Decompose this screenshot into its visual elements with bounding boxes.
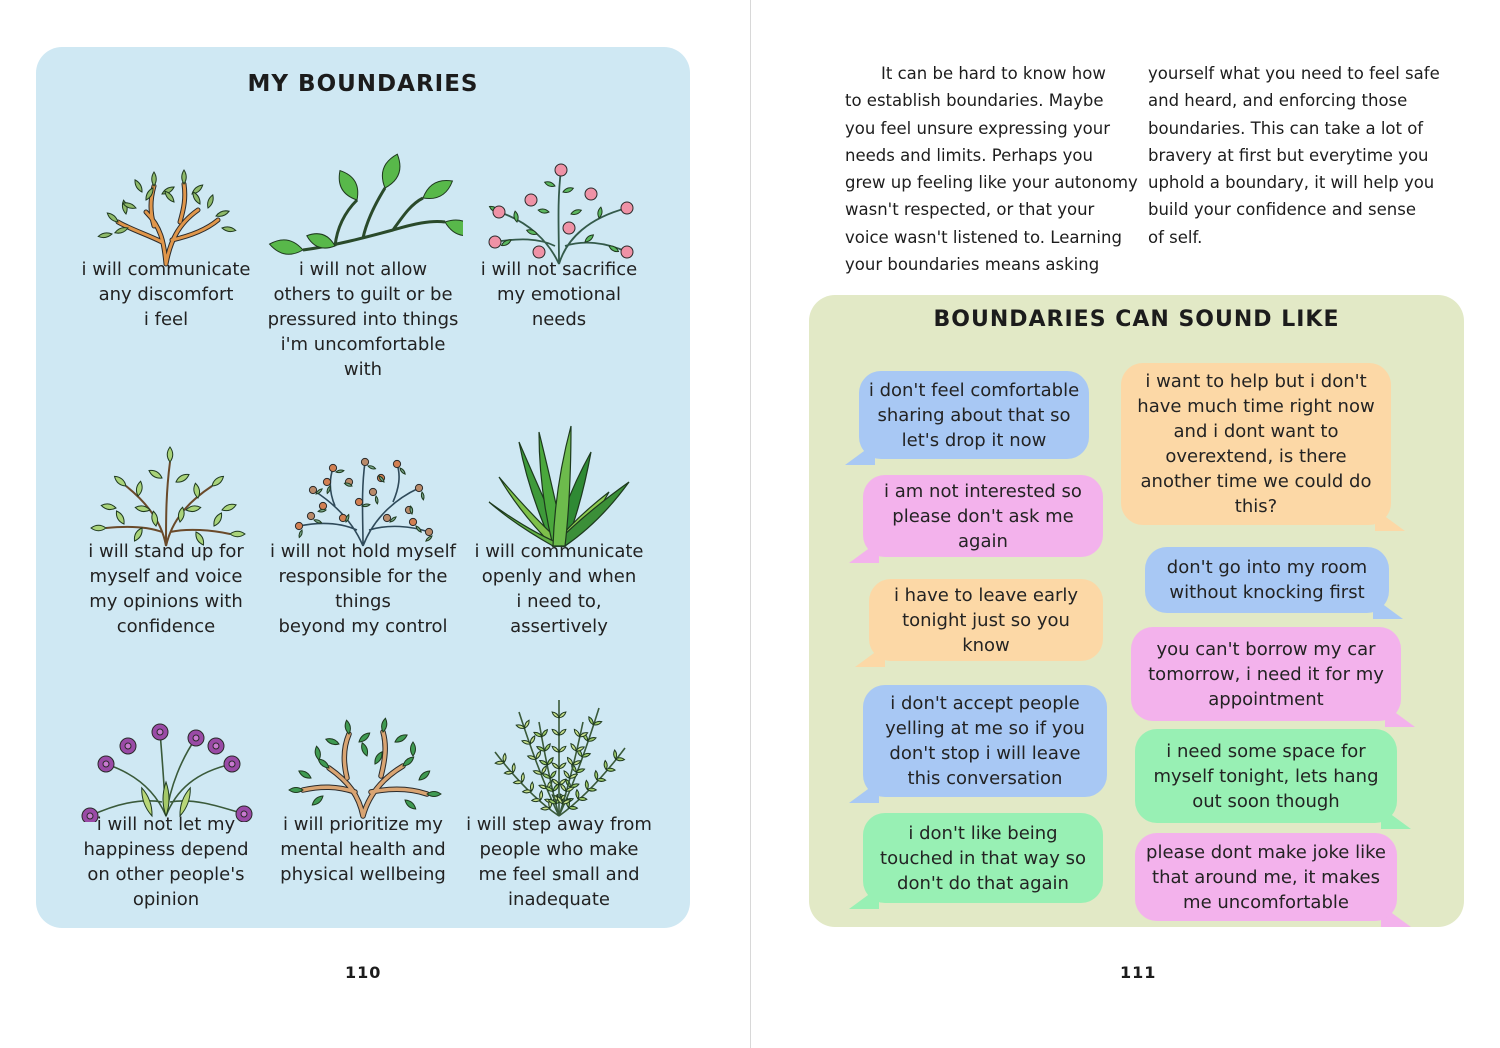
speech-bubble-line: appointment [1208,688,1324,710]
right-page [751,0,1500,1048]
purple-flower-plant-icon [66,692,266,822]
boundary-item-text [459,257,659,332]
speech-bubble-text [884,479,1082,554]
my-boundaries-title: MY BOUNDARIES [247,71,479,97]
boundaries-sound-like-card [809,295,1464,927]
intro-line: grew up feeling like your autonomy [845,173,1138,193]
speech-bubble-line: this? [1234,496,1278,517]
speech-bubble-line: i don't accept people [890,693,1080,714]
speech-bubble-line: let's drop it now [901,429,1047,451]
intro-line: yourself what you need to feel safe [1148,64,1440,83]
speech-bubble-line: know [962,634,1010,656]
boundary-item-text [66,257,266,332]
speech-bubble-body [863,685,1107,797]
intro-line: uphold a boundary, it will help you [1148,173,1435,193]
speech-bubble [869,579,1103,661]
speech-bubble [1135,729,1397,823]
speech-bubble-text [1167,555,1367,605]
intro-line: your boundaries means asking [845,255,1100,275]
boundary-item-text [263,257,463,382]
speech-bubble-body [1131,627,1401,721]
speech-bubble-line: you can't borrow my car [1156,638,1376,660]
speech-bubble-line: don't do that again [897,872,1069,894]
speech-bubble [863,685,1107,797]
speech-bubble [859,371,1089,459]
speech-bubble [1121,363,1391,525]
speech-bubble-line: i want to help but i don't [1145,371,1367,392]
intro-line: wasn't respected, or that your [845,200,1095,220]
intro-line: boundaries. This can take a lot of [1148,118,1424,138]
speech-bubble-line: i am not interested so [884,480,1082,502]
boundary-item-line: i will step away from [466,814,652,835]
light-green-bush-icon [66,422,266,552]
grass-leaves-icon [459,422,659,552]
speech-bubble [1145,547,1389,613]
speech-bubble-line: don't go into my room [1166,557,1368,578]
large-leaf-branch-icon [263,142,463,272]
speech-bubble-body [859,371,1089,459]
speech-bubble-line: i need some space for [1166,740,1366,762]
intro-line: It can be hard to know how [881,64,1106,83]
intro-paragraph-col1 [845,60,1138,278]
speech-bubble-text [1146,840,1386,915]
speech-bubble-line: overextend, is there [1165,446,1347,467]
boundary-item-line: opinion [132,889,200,910]
page-number-right: 111 [1120,963,1157,982]
page-number-left: 110 [345,963,382,982]
speech-bubble-line: myself tonight, lets hang [1153,765,1379,787]
speech-bubble-text [894,583,1078,658]
speech-bubble-body [869,579,1103,661]
boundary-item-line: i will stand up for [88,541,244,562]
intro-line: to establish boundaries. Maybe [845,91,1104,111]
speech-bubble [863,475,1103,557]
speech-bubble-text [1148,637,1384,712]
speech-bubble-line: please dont make joke like [1146,841,1386,863]
boundary-item-line: people who make [479,839,639,860]
speech-bubble-body [1145,547,1389,613]
boundary-item-text [263,812,463,887]
boundary-item-line: needs [531,309,587,330]
orange-branch-shrub-icon [66,142,266,272]
boundary-item-line: happiness depend [83,839,249,860]
boundary-item-line: i will not let my [96,814,236,835]
speech-bubble-line: without knocking first [1169,582,1365,603]
speech-bubble-line: that around me, it makes [1152,866,1380,888]
boundaries-sound-like-title: BOUNDARIES CAN SOUND LIKE [933,307,1340,332]
boundary-item-line: with [343,359,383,380]
speech-bubble-line: please don't ask me [892,505,1074,527]
boundary-item-line: others to guilt or be [273,284,453,305]
speech-bubble-line: yelling at me so if you [885,718,1085,739]
boundary-item-text [263,539,463,639]
boundary-item-text [66,539,266,639]
boundary-item-text [459,812,659,912]
speech-bubble-line: another time we could do [1140,471,1372,492]
speech-bubble-line: touched in that way so [880,847,1086,869]
boundary-item-line: my emotional [496,284,622,305]
speech-bubble-body [863,475,1103,557]
boundary-item-line: i will communicate [81,259,251,280]
intro-line: and heard, and enforcing those [1148,91,1408,111]
boundary-item-line: i will communicate [474,541,644,562]
boundary-item-line: assertively [510,616,608,637]
speech-bubble [863,813,1103,903]
speech-bubble-line: i don't feel comfortable [868,379,1080,401]
boundary-item-line: i need to, [516,591,602,612]
speech-bubble-line: don't stop i will leave [889,743,1081,764]
boundary-item-line: inadequate [508,889,610,910]
speech-bubble-line: and i dont want to [1173,421,1339,442]
leafy-tree-shrub-icon [263,692,463,822]
boundary-item-line: things [335,591,391,612]
speech-bubble-line: sharing about that so [877,404,1071,426]
boundary-item-line: i will not hold myself [270,541,456,562]
speech-bubble-line: i have to leave early [893,584,1079,606]
boundary-item-line: mental health and [280,839,446,860]
intro-line: bravery at first but everytime you [1148,145,1429,165]
boundary-item-line: any discomfort [98,284,234,305]
speech-bubble-body [1121,363,1391,525]
speech-bubble-line: tomorrow, i need it for my [1148,663,1384,685]
intro-paragraph-col2 [1148,60,1448,251]
speech-bubble-line: i don't like being [908,822,1058,844]
boundary-item-line: pressured into things [267,309,459,330]
my-boundaries-card [36,47,690,928]
speech-bubble-text [869,378,1079,453]
boundary-item-line: myself and voice [89,566,243,587]
pink-flower-vine-icon [459,142,659,272]
speech-bubble-body [1135,833,1397,921]
speech-bubble-text [885,691,1085,791]
boundary-item-line: responsible for the [278,566,448,587]
boundary-item-text [459,539,659,639]
boundary-item-text [66,812,266,912]
speech-bubble-text [1137,369,1374,519]
speech-bubble [1135,833,1397,921]
intro-line: build your confidence and sense [1148,200,1416,220]
speech-bubble-line: this conversation [907,768,1063,789]
intro-line: you feel unsure expressing your [845,118,1111,138]
speech-bubble-line: out soon though [1192,790,1340,812]
fern-fronds-icon [459,692,659,822]
intro-line: voice wasn't listened to. Learning [845,227,1122,247]
boundary-item-line: physical wellbeing [280,864,446,885]
boundary-item-line: i will not sacrifice [480,259,638,280]
speech-bubble-body [863,813,1103,903]
intro-line: of self. [1148,227,1203,247]
boundary-item-line: openly and when [481,566,637,587]
speech-bubble-text [880,821,1086,896]
boundary-item-line: i'm uncomfortable [280,334,446,355]
speech-bubble [1131,627,1401,721]
speech-bubble-text [1153,739,1378,814]
boundary-item-line: my opinions with [89,591,243,612]
speech-bubble-line: have much time right now [1137,396,1375,417]
boundary-item-line: i will not allow [298,259,428,280]
boundary-item-line: confidence [116,616,216,637]
boundary-item-line: on other people's [87,864,245,885]
boundary-item-line: i will prioritize my [283,814,443,835]
boundary-item-line: me feel small and [478,864,640,885]
speech-bubble-line: again [958,530,1008,552]
berry-twig-bush-icon [263,422,463,552]
boundary-item-line: i feel [143,309,189,330]
intro-line: needs and limits. Perhaps you [845,145,1093,165]
speech-bubble-line: tonight just so you [902,609,1070,631]
boundary-item-line: beyond my control [278,616,448,637]
speech-bubble-line: me uncomfortable [1183,891,1349,913]
speech-bubble-body [1135,729,1397,823]
